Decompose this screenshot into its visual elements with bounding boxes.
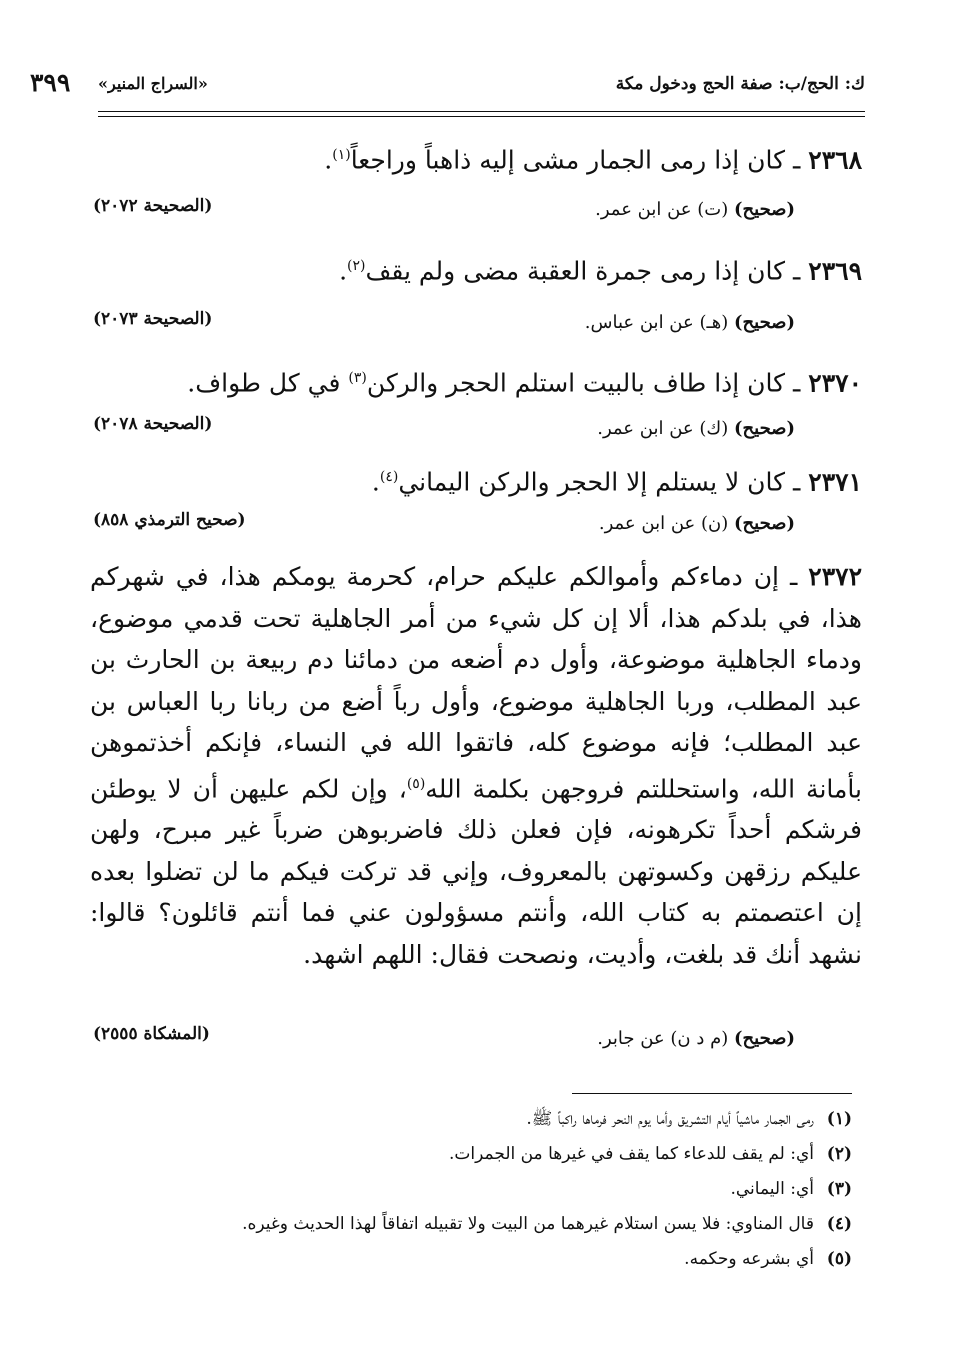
footnote-text: رمى الجمار ماشياً أيام التشريق وأما يوم النحر فرماها راكباً ﷺ. [526,1109,814,1129]
hadith-2368: ٢٣٦٨ ـ كان إذا رمى الجمار مشى إليه ذاهباً وراجعاً$^{(١)}$. [324,145,862,175]
footnote-text: قال المناوي: فلا يسن استلام غيرهما من البيت ولا تقبيله اتفاقاً لهذا الحديث وغيره. [242,1214,814,1234]
footnote-number: (٥) [826,1249,852,1269]
hadith-text: كان إذا رمى جمرة العقبة مضى ولم يقف [365,256,786,286]
hadith-source [375,199,795,220]
hadith-grade: (صحيح) [734,312,795,333]
hadith-reference: (الصحيحة ٢٠٧٢) [93,196,213,216]
hadith-narrator: (م د ن) عن جابر. [597,1028,729,1049]
footnote-rule [572,1093,852,1094]
hadith-reference: (الصحيحة ٢٠٧٣) [93,309,213,329]
hadith-2372: ٢٣٧٢ ـ إن دماءكم وأموالكم عليكم حرام، كحرمة يومكم هذا، في شهركم هذا، في بلدكم هذا، ألا إن كل شيء من أمر الجاهلية تحت قدمي موضوع، ودماء الجاهلية موضوعة، وأول دم أضعه من دمائنا دم ربيعة بن الحارث بن عبد المطلب، وربا الجاهلية موضوع، وأول رباً أضع من ربانا ربا العباس بن عبد المطلب؛ فإنه موضوع كله، فاتقوا الله في النساء، فإنكم أخذتموهن بأمانة الله، واستحللتم فروجهن بكلمة الله$^{(٥)}$، وإن لكم عليهن أن لا يوطئن فرشكم أحداً تكرهونه، فإن فعلن ذلك فاضربوهن ضرباً غير مبرح، ولهن عليكم رزقهن وكسوتهن بالمعروف، وإني قد تركت فيكم ما لن تضلوا بعده إن اعتصمتم به كتاب الله، وأنتم مسؤولون عني فما أنتم قائلون؟ قالوا: نشهد أنك قد بلغت، وأديت، ونصحت فقال: اللهم اشهد. [90,562,862,969]
hadith-number: ٢٣٧٢ [808,562,862,591]
hadith-text-part1: إن دماءكم وأموالكم عليكم حرام، كحرمة يومكم هذا، في شهركم هذا، في بلدكم هذا، ألا إن كل شيء من أمر الجاهلية تحت قدمي موضوع، ودماء الجاهلية موضوعة، وأول دم أضعه من دمائنا دم ربيعة بن الحارث بن عبد المطلب، وربا الجاهلية موضوع، وأول رباً أضع من ربانا ربا العباس بن عبد المطلب؛ فإنه موضوع كله، فاتقوا الله في النساء، فإنكم أخذتموهن بأمانة الله، واستحللتم فروجهن بكلمة الله [90,562,862,803]
footnotes [92,1102,852,1277]
footnote-3 [92,1172,852,1207]
footnote-marker: (٣) [348,370,367,386]
footnote-text: أي: اليماني. [730,1179,814,1199]
header-rule [98,111,865,112]
footnote-marker: (٢) [347,258,366,274]
hadith-2371: ٢٣٧١ ـ كان لا يستلم إلا الحجر والركن اليماني$^{(٤)}$. [371,467,862,497]
hadith-number: ٢٣٦٩ [808,256,862,286]
hadith-end: في كل طواف. [187,368,349,398]
footnote-number: (٣) [826,1179,852,1199]
hadith-narrator: (هـ) عن ابن عباس. [584,312,729,333]
hadith-text: كان لا يستلم إلا الحجر والركن اليماني [398,467,786,497]
hadith-narrator: (ن) عن ابن عمر. [598,513,729,534]
hadith-number: ٢٣٧١ [808,467,862,497]
hadith-narrator: (ت) عن ابن عمر. [595,199,729,220]
hadith-end: . [324,145,333,175]
hadith-text: كان إذا طاف بالبيت استلم الحجر والركن [366,368,786,398]
hadith-grade: (صحيح) [734,418,795,439]
hadith-2369: ٢٣٦٩ ـ كان إذا رمى جمرة العقبة مضى ولم يقف$^{(٢)}$. [339,256,862,286]
header-rule-thin [98,116,865,117]
hadith-grade: (صحيح) [734,1028,795,1049]
hadith-reference: (صحيح الترمذي ٨٥٨) [93,510,246,530]
footnote-text: أي: لم يقف للدعاء كما يقف في غيرها من الجمرات. [449,1144,814,1164]
hadith-number: ٢٣٦٨ [808,145,862,175]
chapter-title: ك: الحج/ب: صفة الحج ودخول مكة [615,74,865,94]
hadith-number: ٢٣٧٠ [808,368,862,398]
footnote-number: (٤) [826,1214,852,1234]
footnote-marker: (١) [332,147,351,163]
hadith-source [375,312,795,333]
hadith-source [375,513,795,534]
hadith-end: . [371,467,380,497]
footnote-5 [92,1242,852,1277]
hadith-end: . [339,256,348,286]
hadith-2370: ٢٣٧٠ ـ كان إذا طاف بالبيت استلم الحجر والركن$^{(٣)}$ في كل طواف. [187,368,862,398]
hadith-text-part2: ، وإن لكم عليهن أن لا يوطئن فرشكم أحداً تكرهونه، فإن فعلن ذلك فاضربوهن ضرباً غير مبرح، ولهن عليكم رزقهن وكسوتهن بالمعروف، وإني قد تركت فيكم ما لن تضلوا بعده إن اعتصمتم به كتاب الله، وأنتم مسؤولون عني فما أنتم قائلون؟ قالوا: نشهد أنك قد بلغت، وأديت، ونصحت فقال: اللهم اشهد. [90,773,862,969]
footnote-marker: (٥) [406,775,426,792]
hadith-source [375,1028,795,1049]
page-header [30,68,865,102]
footnote-number: (٢) [826,1144,852,1164]
hadith-grade: (صحيح) [734,199,795,220]
footnote-number: (١) [826,1109,852,1129]
hadith-reference: (الصحيحة ٢٠٧٨) [93,414,213,434]
book-title: «السراج المنير» [98,74,208,93]
hadith-narrator: (ك) عن ابن عمر. [597,418,729,439]
footnote-marker: (٤) [379,469,399,485]
hadith-reference: (المشكاة ٢٥٥٥) [93,1024,210,1044]
hadith-source [375,418,795,439]
footnote-2 [92,1137,852,1172]
page-number: ٣٩٩ [30,68,71,97]
hadith-text: كان إذا رمى الجمار مشى إليه ذاهباً وراجعاً [350,145,786,175]
footnote-1 [92,1102,852,1137]
footnote-4 [92,1207,852,1242]
footnote-text: أي بشرعه وحكمه. [684,1249,814,1269]
hadith-grade: (صحيح) [734,513,795,534]
